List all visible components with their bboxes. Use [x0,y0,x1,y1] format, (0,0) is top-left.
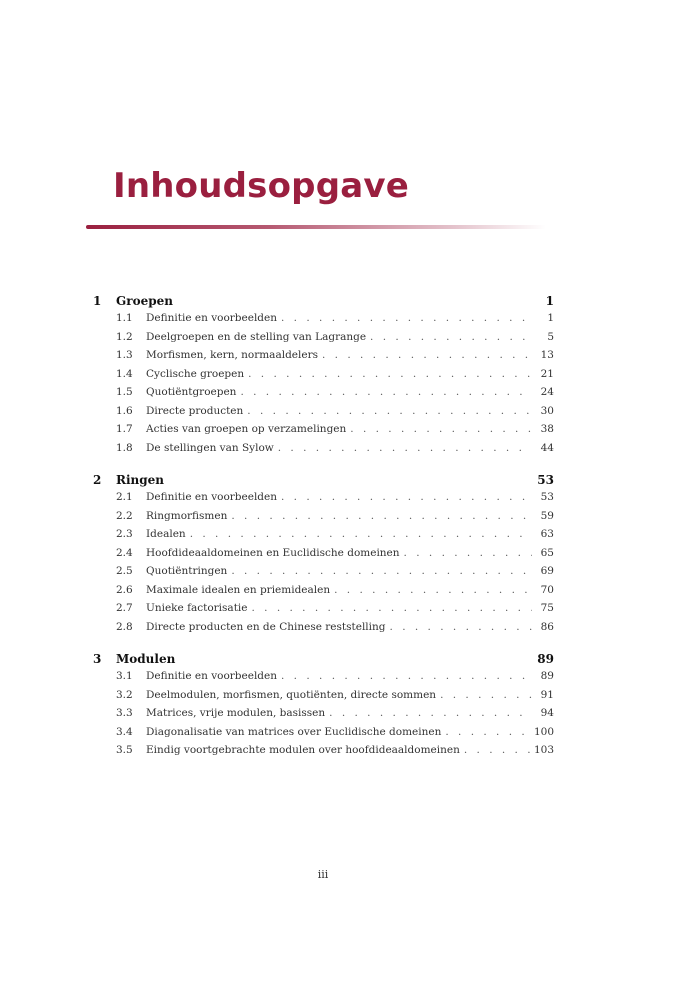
chapter-number: 1 [93,294,102,308]
table-of-contents [93,294,554,776]
section-title: Cyclische groepen [146,367,245,380]
section-page-number: 59 [540,509,554,522]
section-title: Idealen [146,528,186,540]
section-title: Eindig voortgebrachte modulen over hoofdideaaldomeinen [146,744,460,756]
section-title: Matrices, vrije modulen, basissen [146,707,326,719]
toc-entry[interactable] [93,528,554,547]
section-title: Definitie en voorbeelden [146,670,277,682]
section-number: 1.1 [116,312,133,324]
toc-entry[interactable] [93,621,554,640]
dot-leader [240,386,532,398]
section-number: 2.3 [116,528,133,540]
section-title: Ringmorfismen [146,509,228,522]
toc-entry[interactable] [93,510,554,529]
dot-leader [445,726,530,738]
dot-leader [231,565,532,577]
chapter-title: Groepen [116,294,173,308]
section-title: Unieke factorisatie [146,602,248,614]
section-title: Maximale idealen en priemidealen [146,583,331,596]
section-number: 1.6 [116,404,133,417]
dot-leader [334,584,532,596]
toc-entry[interactable] [93,331,554,350]
section-title: Directe producten en de Chinese reststelling [146,620,386,633]
section-number: 2.1 [116,491,133,503]
dot-leader [281,670,532,682]
section-page-number: 13 [540,349,554,361]
section-page-number: 65 [540,546,554,559]
toc-entry[interactable] [93,349,554,368]
dot-leader [329,707,532,719]
section-page-number: 94 [540,707,554,719]
section-title: Deelgroepen en de stelling van Lagrange [146,330,367,343]
section-page-number: 86 [540,620,554,633]
section-page-number: 44 [540,441,554,454]
section-number: 3.1 [116,670,133,682]
toc-entry[interactable] [93,670,554,689]
section-title: Hoofdideaaldomeinen en Euclidische domeinen [146,546,400,559]
toc-entry[interactable] [93,726,554,745]
section-number: 1.5 [116,386,133,398]
section-number: 2.7 [116,602,133,614]
dot-leader [440,689,532,701]
toc-entry[interactable] [93,584,554,603]
toc-entry[interactable] [93,386,554,405]
chapter-number: 3 [93,652,102,666]
toc-chapter-heading[interactable] [93,294,554,312]
dot-leader [281,491,532,503]
section-page-number: 91 [540,688,554,701]
chapter-number: 2 [93,473,102,487]
section-title: Definitie en voorbeelden [146,312,277,324]
dot-leader [390,621,532,633]
section-page-number: 70 [540,583,554,596]
toc-entry[interactable] [93,689,554,708]
toc-entry[interactable] [93,368,554,387]
toc-entry[interactable] [93,405,554,424]
section-number: 3.2 [116,688,133,701]
toc-entry[interactable] [93,707,554,726]
toc-entry[interactable] [93,491,554,510]
toc-entry[interactable] [93,423,554,442]
section-title: De stellingen van Sylow [146,441,274,454]
dot-leader [231,510,532,522]
section-page-number: 63 [540,528,554,540]
dot-leader [404,547,532,559]
section-title: Directe producten [146,404,244,417]
toc-entry[interactable] [93,547,554,566]
dot-leader [464,744,530,756]
section-title: Acties van groepen op verzamelingen [146,423,347,435]
section-title: Diagonalisatie van matrices over Euclidische domeinen [146,725,442,738]
section-title: Quotiëntringen [146,565,228,577]
section-page-number: 100 [533,725,554,738]
section-number: 1.4 [116,367,133,380]
toc-entry[interactable] [93,565,554,584]
section-page-number: 24 [540,386,554,398]
title-rule [86,225,546,229]
chapter-title: Modulen [116,652,176,666]
section-page-number: 69 [540,565,554,577]
toc-entry[interactable] [93,744,554,763]
chapter-page-number: 1 [545,294,554,308]
page-number: iii [317,868,329,881]
toc-chapter [93,652,554,763]
page-title: Inhoudsopgave [113,166,409,206]
chapter-page-number: 89 [537,652,554,666]
section-number: 2.8 [116,620,133,633]
section-number: 3.5 [116,744,133,756]
section-page-number: 38 [540,423,554,435]
section-page-number: 89 [540,670,554,682]
section-title: Deelmodulen, morfismen, quotiënten, directe sommen [146,688,437,701]
section-page-number: 53 [540,491,554,503]
dot-leader [190,528,532,540]
toc-entry[interactable] [93,312,554,331]
dot-leader [247,405,532,417]
dot-leader [278,442,532,454]
section-title: Morfismen, kern, normaaldelers [146,349,318,361]
section-number: 3.3 [116,707,133,719]
section-page-number: 30 [540,404,554,417]
chapter-title: Ringen [116,473,165,487]
section-number: 2.4 [116,546,133,559]
section-number: 2.2 [116,509,133,522]
dot-leader [322,349,532,361]
section-number: 1.2 [116,330,133,343]
toc-chapter [93,473,554,639]
section-title: Definitie en voorbeelden [146,491,277,503]
section-number: 1.7 [116,423,133,435]
toc-chapter-heading[interactable] [93,473,554,491]
dot-leader [281,312,532,324]
section-number: 1.8 [116,441,133,454]
dot-leader [350,423,532,435]
chapter-page-number: 53 [537,473,554,487]
section-number: 1.3 [116,349,133,361]
section-page-number: 1 [547,312,554,324]
toc-entry[interactable] [93,602,554,621]
toc-entry[interactable] [93,442,554,461]
section-number: 2.6 [116,583,133,596]
section-page-number: 75 [540,602,554,614]
section-title: Quotiëntgroepen [146,386,237,398]
toc-chapter-heading[interactable] [93,652,554,670]
section-number: 3.4 [116,725,133,738]
section-number: 2.5 [116,565,133,577]
section-page-number: 5 [547,330,554,343]
toc-chapter [93,294,554,460]
dot-leader [370,331,532,343]
dot-leader [248,368,532,380]
section-page-number: 21 [540,367,554,380]
section-page-number: 103 [533,744,554,756]
dot-leader [251,602,532,614]
